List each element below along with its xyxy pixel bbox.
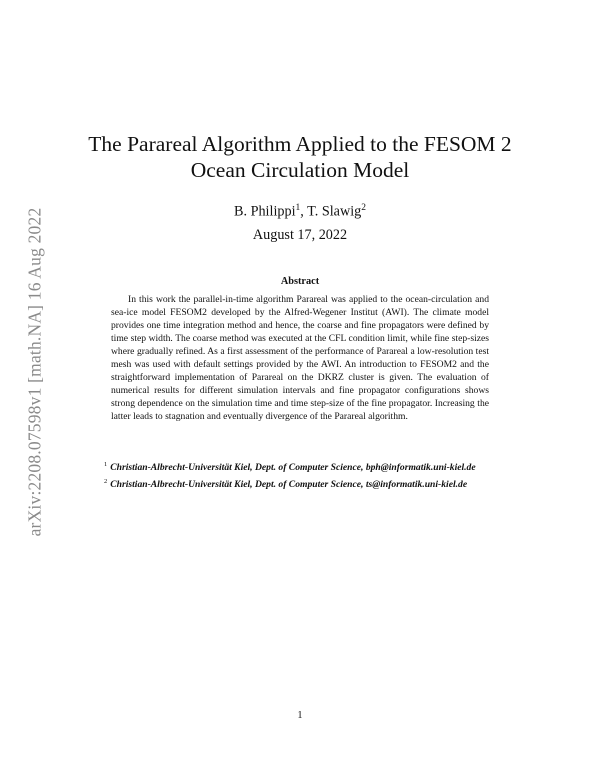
arxiv-identifier-stamp: arXiv:2208.07598v1 [math.NA] 16 Aug 2022 (24, 207, 45, 537)
author-list (60, 199, 540, 221)
footnote-2-mark: 2 (104, 478, 108, 486)
title-line-2: Ocean Circulation Model (190, 158, 410, 182)
paper-title (60, 131, 540, 183)
footnote-1 (104, 458, 544, 475)
publication-date: August 17, 2022 (252, 227, 348, 243)
abstract-heading: Abstract (280, 276, 320, 287)
author-1-name: B. Philippi (234, 203, 296, 220)
abstract-text: In this work the parallel-in-time algorithm Parareal was applied to the ocean-circulation and sea-ice model FESOM2 developed by the Alfred-Wegener Institut (AWI). The climate model provides one time integration method and hence, the coarse and fine propagators were defined by time step width. The coarse method was executed at the CFL condition limit, while fine step-sizes where gradually refined. As a first assessment of the performance of Parareal a low-resolution test mesh was used with default settings provided by the AWI. An introduction to FESOM2 and the straightforward implementation of Parareal on the DKRZ cluster is given. The evaluation of numerical results for different simulation intervals and fine propagator configurations shows strong dependence on the simulation time and time step-size of the fine propagator. Increasing the latter leads to stagnation and eventually divergence of the Parareal algorithm. (111, 294, 489, 422)
footnote-2 (104, 475, 544, 492)
footnote-1-mark: 1 (104, 461, 108, 468)
title-line-1: The Parareal Algorithm Applied to the FESOM 2 (88, 132, 512, 156)
author-2-affiliation-mark: 2 (361, 203, 366, 213)
author-separator: , (300, 203, 308, 220)
page-number: 1 (297, 710, 303, 721)
affiliation-footnotes (104, 458, 544, 492)
author-2-name: T. Slawig (307, 203, 362, 220)
footnote-2-text: Christian-Albrecht-Universität Kiel, Dept. of Computer Science, ts@informatik.uni-kiel.de (110, 479, 468, 491)
author-1-affiliation-mark: 1 (295, 203, 301, 213)
footnote-1-text: Christian-Albrecht-Universität Kiel, Dept. of Computer Science, bph@informatik.uni-kiel.de (110, 462, 476, 474)
